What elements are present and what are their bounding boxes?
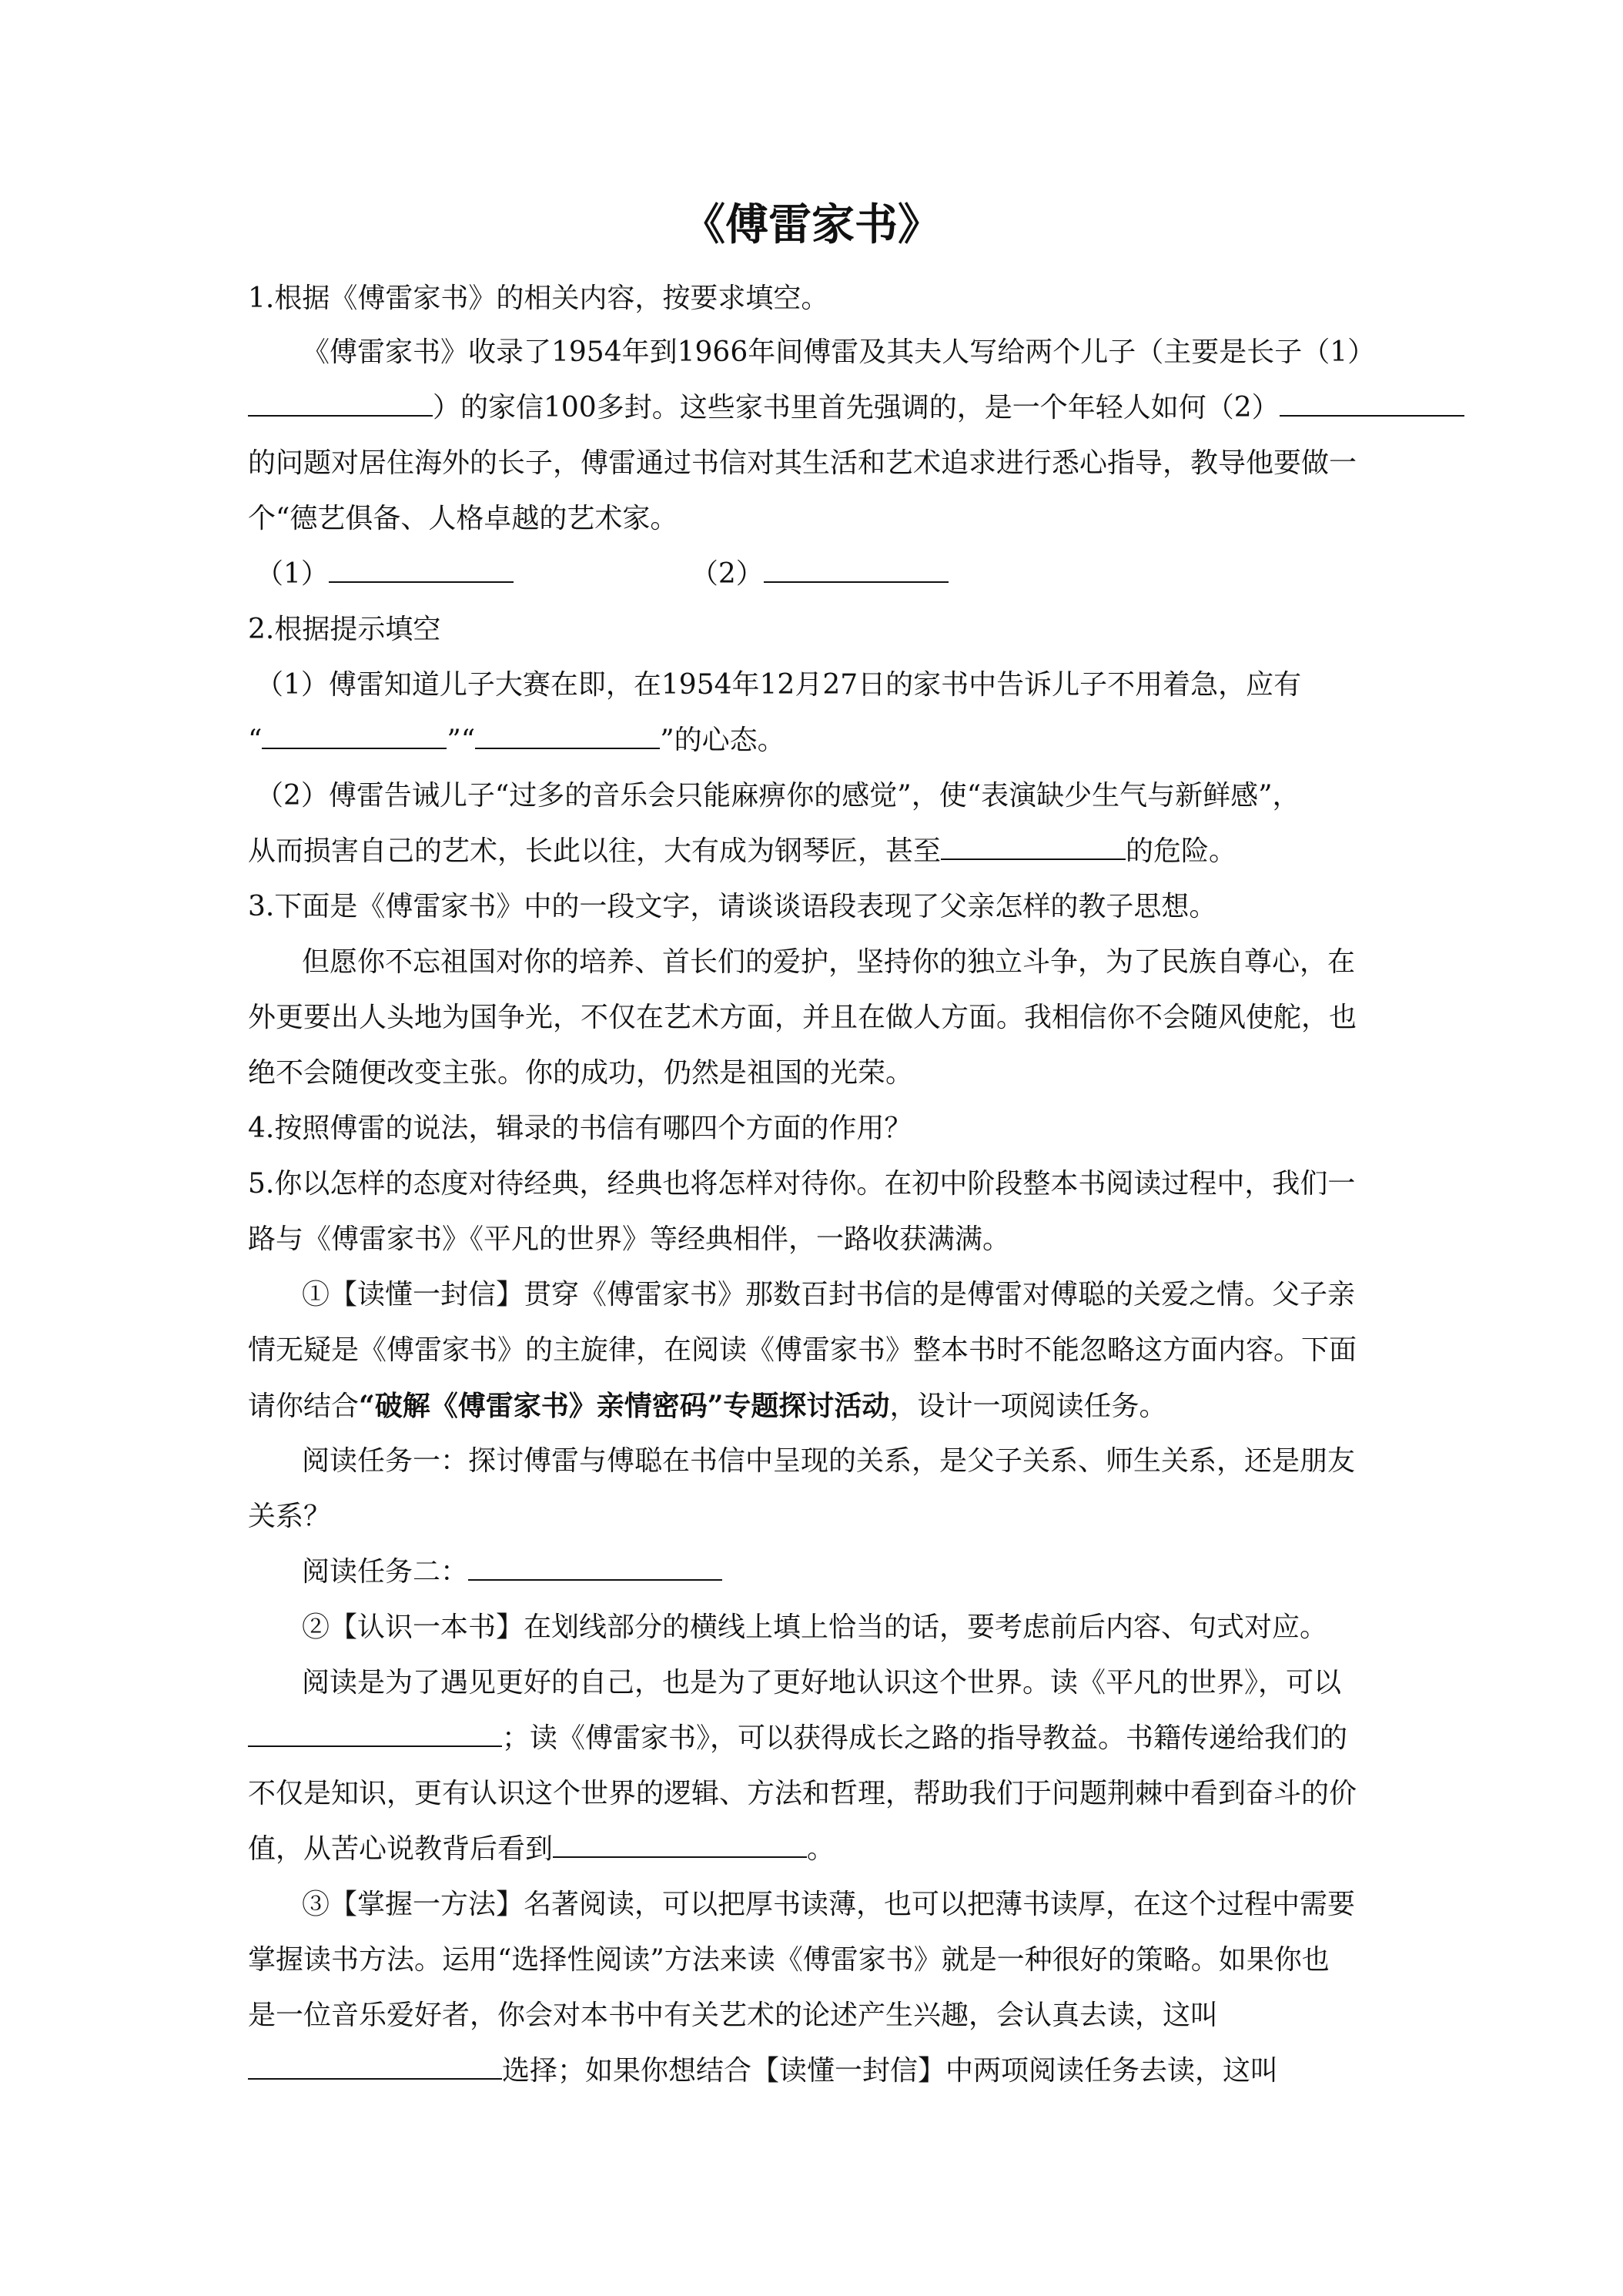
q5-part2-line-3: 不仅是知识，更有认识这个世界的逻辑、方法和哲理，帮助我们于问题荆棘中看到奋斗的价 bbox=[248, 1778, 1357, 1809]
q5-stem-line-2: 路与《傅雷家书》《平凡的世界》等经典相伴，一路收获满满。 bbox=[248, 1223, 1011, 1255]
q1-stem: 1.根据《傅雷家书》的相关内容，按要求填空。 bbox=[248, 283, 829, 314]
q5-part2-line-4: 值，从苦心说教背后看到 。 bbox=[248, 1833, 835, 1865]
blank-line[interactable] bbox=[248, 1722, 502, 1747]
q5-part3-line-4: 选择；如果你想结合【读懂一封信】中两项阅读任务去读，这叫 bbox=[248, 2054, 1278, 2088]
blank-line[interactable] bbox=[1280, 392, 1464, 417]
q3-quote-line-2: 外更要出人头地为国争光，不仅在艺术方面，并且在做人方面。我相信你不会随风使舵，也 bbox=[248, 1002, 1357, 1033]
q4-stem: 4.按照傅雷的说法，辑录的书信有哪四个方面的作用？ bbox=[248, 1113, 912, 1144]
q3-quote-line-3: 绝不会随便改变主张。你的成功，仍然是祖国的光荣。 bbox=[248, 1057, 914, 1089]
q1-answer-row: （1） （2） bbox=[256, 557, 949, 591]
blank-line[interactable] bbox=[941, 835, 1126, 860]
blank-line[interactable] bbox=[262, 725, 447, 749]
q5-part2-line-2: ；读《傅雷家书》，可以获得成长之路的指导教益。书籍传递给我们的 bbox=[248, 1722, 1347, 1755]
q2-sub2-line-1: （2）傅雷告诫儿子“过多的音乐会只能麻痹你的感觉”，使“表演缺少生气与新鲜感”， bbox=[256, 780, 1300, 812]
q2-stem: 2.根据提示填空 bbox=[248, 614, 441, 645]
reading-task-2-blank[interactable] bbox=[468, 1556, 722, 1581]
q5-part1-line-2: 情无疑是《傅雷家书》的主旋律，在阅读《傅雷家书》整本书时不能忽略这方面内容。下面 bbox=[248, 1334, 1357, 1366]
q2-sub1-line-2: “ ”“ ”的心态。 bbox=[248, 725, 785, 756]
blank-line[interactable] bbox=[553, 1833, 807, 1858]
q2-sub2-line-2: 从而损害自己的艺术，长此以往，大有成为钢琴匠，甚至 的危险。 bbox=[248, 835, 1237, 867]
q5-part1-line-1: ①【读懂一封信】贯穿《傅雷家书》那数百封书信的是傅雷对傅聪的关爱之情。父子亲 bbox=[302, 1279, 1356, 1310]
q5-part2-line-1: 阅读是为了遇见更好的自己，也是为了更好地认识这个世界。读《平凡的世界》，可以 bbox=[302, 1667, 1342, 1699]
q5-part1-line-3: 请你结合“破解《傅雷家书》亲情密码”专题探讨活动，设计一项阅读任务。 bbox=[248, 1390, 1167, 1422]
q5-part2-instruction: ②【认识一本书】在划线部分的横线上填上恰当的话，要考虑前后内容、句式对应。 bbox=[302, 1612, 1328, 1643]
answer-blank-1[interactable] bbox=[329, 558, 514, 583]
reading-task-1-line-2: 关系？ bbox=[248, 1501, 332, 1532]
q2-sub1-line-1: （1）傅雷知道儿子大赛在即，在1954年12月27日的家书中告诉儿子不用着急，应有 bbox=[256, 669, 1302, 701]
blank-line[interactable] bbox=[475, 725, 660, 749]
q5-part3-line-3: 是一位音乐爱好者，你会对本书中有关艺术的论述产生兴趣，会认真去读，这叫 bbox=[248, 2000, 1219, 2031]
page-title: 《傅雷家书》 bbox=[682, 200, 941, 250]
q1-para-line-4: 个“德艺俱备、人格卓越的艺术家。 bbox=[248, 503, 678, 534]
q1-para-line-2: ）的家信100多封。这些家书里首先强调的，是一个年轻人如何（2） bbox=[248, 391, 1464, 425]
q5-part3-line-1: ③【掌握一方法】名著阅读，可以把厚书读薄，也可以把薄书读厚，在这个过程中需要 bbox=[302, 1889, 1356, 1920]
q5-stem-line-1: 5.你以怎样的态度对待经典，经典也将怎样对待你。在初中阶段整本书阅读过程中，我们一 bbox=[248, 1168, 1356, 1200]
q3-stem: 3.下面是《傅雷家书》中的一段文字，请谈谈语段表现了父亲怎样的教子思想。 bbox=[248, 891, 1217, 922]
blank-line[interactable] bbox=[248, 2055, 502, 2080]
answer-blank-2[interactable] bbox=[764, 558, 949, 583]
q5-part3-line-2: 掌握读书方法。运用“选择性阅读”方法来读《傅雷家书》就是一种很好的策略。如果你也 bbox=[248, 1944, 1330, 1976]
blank-line[interactable] bbox=[248, 392, 433, 417]
q1-para-line-3: 的问题对居住海外的长子，傅雷通过书信对其生活和艺术追求进行悉心指导，教导他要做一 bbox=[248, 447, 1357, 479]
q3-quote-line-1: 但愿你不忘祖国对你的培养、首长们的爱护，坚持你的独立斗争，为了民族自尊心，在 bbox=[302, 946, 1356, 978]
reading-task-2: 阅读任务二： bbox=[302, 1555, 722, 1589]
reading-task-1-line-1: 阅读任务一：探讨傅雷与傅聪在书信中呈现的关系，是父子关系、师生关系，还是朋友 bbox=[302, 1445, 1356, 1477]
q1-para-line-1: 《傅雷家书》收录了1954年到1966年间傅雷及其夫人写给两个儿子（主要是长子（1） bbox=[302, 336, 1376, 368]
